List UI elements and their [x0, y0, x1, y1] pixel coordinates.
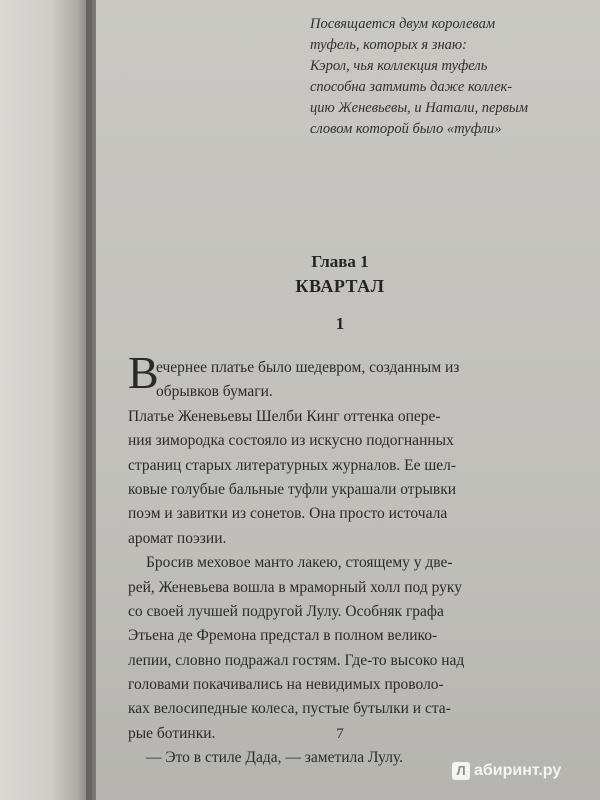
text-line: лепии, словно подражал гостям. Где-то высоко над	[128, 651, 465, 669]
text-line: ния зимородка состояло из искусно подогнанных	[128, 432, 454, 450]
drop-cap: В	[128, 347, 159, 398]
dedication-line: словом которой было «туфли»	[310, 121, 502, 137]
text-line: головами покачивались на невидимых проволо-	[128, 676, 444, 694]
watermark-text: абиринт.ру	[474, 762, 562, 779]
text-line: ковые голубые бальные туфли украшали отрывки	[128, 480, 457, 498]
body-text	[128, 356, 518, 771]
text-line: со своей лучшей подругой Лулу. Особняк графа	[128, 602, 444, 620]
labirint-watermark	[452, 762, 561, 780]
chapter-title: КВАРТАЛ	[295, 276, 385, 296]
dedication-line: способна затмить даже коллек-	[310, 79, 513, 95]
dedication-line: Посвящается двум королевам	[310, 16, 496, 32]
text-line: рые ботинки.	[128, 724, 216, 742]
section-number: 1	[335, 314, 345, 333]
text-line: обрывков бумаги.	[156, 383, 273, 401]
text-line: Бросив меховое манто лакею, стоящему у две-	[146, 554, 453, 572]
dedication-line: туфель, которых я знаю:	[310, 37, 467, 53]
text-line: рей, Женевьева вошла в мраморный холл под руку	[128, 578, 462, 596]
text-line: ках велосипедные колеса, пустые бутылки и ста-	[128, 700, 451, 718]
text-line: аромат поэзии.	[128, 529, 227, 547]
facing-page-edge	[0, 0, 92, 800]
page-number: 7	[336, 726, 344, 742]
text-line: Платье Женевьевы Шелби Кинг оттенка опере-	[128, 407, 441, 425]
dedication	[310, 14, 570, 140]
text-line: ечернее платье было шедевром, созданным из	[156, 359, 460, 376]
dedication-line: цию Женевьевы, и Натали, первым	[310, 100, 529, 116]
chapter-label: Глава 1	[311, 252, 369, 271]
text-line: Этьена де Фремона предстал в полном велико-	[128, 627, 438, 645]
dedication-line: Кэрол, чья коллекция туфель	[310, 58, 488, 74]
text-line: страниц старых литературных журналов. Ее шел-	[128, 456, 457, 474]
labirint-logo-icon: Л	[452, 762, 470, 780]
show-through-text	[540, 150, 600, 280]
text-line: — Это в стиле Дада, — заметила Лулу.	[146, 749, 404, 767]
text-line: поэм и завитки из сонетов. Она просто источала	[128, 505, 448, 523]
